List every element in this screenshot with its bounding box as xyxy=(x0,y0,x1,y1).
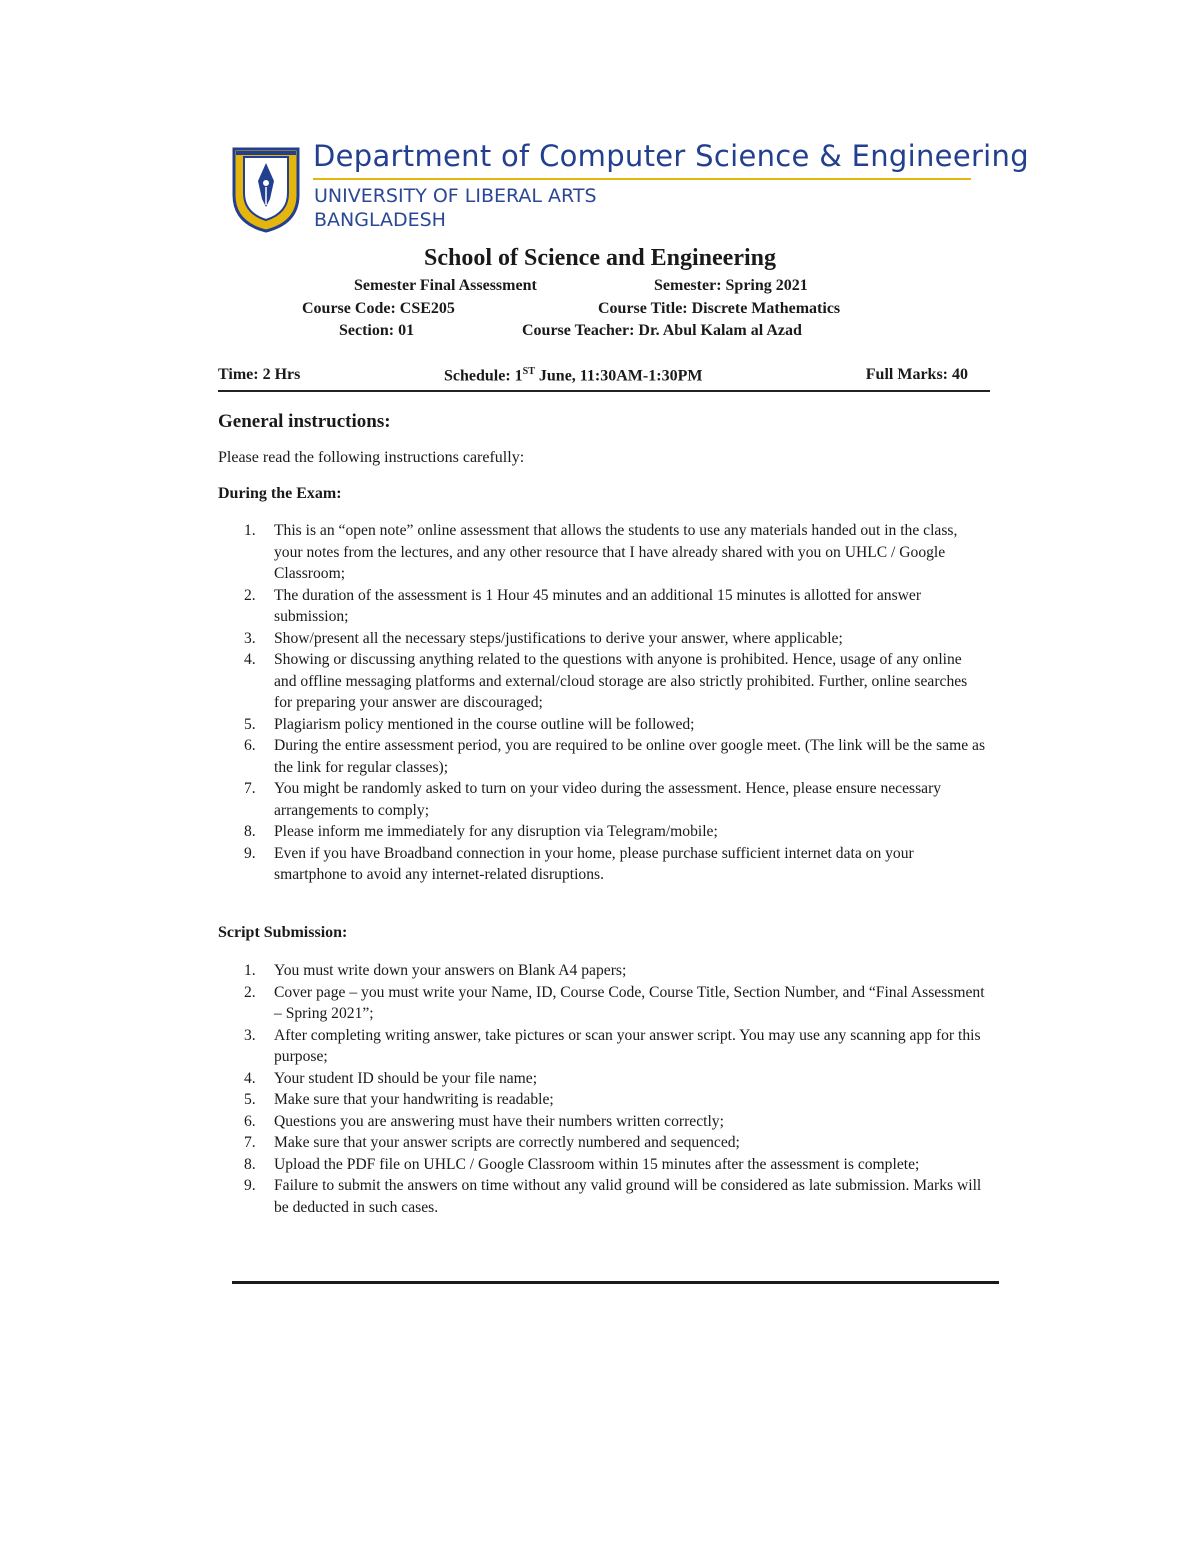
list-item xyxy=(244,649,986,714)
list-item-number: 1. xyxy=(244,522,256,539)
header-divider xyxy=(313,178,971,180)
list-item-number: 9. xyxy=(244,1177,256,1194)
list-item xyxy=(244,778,986,821)
list-item-number: 4. xyxy=(244,651,256,668)
list-item-text: Make sure that your answer scripts are correctly numbered and sequenced; xyxy=(274,1134,740,1151)
instructions-intro: Please read the following instructions carefully: xyxy=(218,449,525,466)
list-item-text: After completing writing answer, take pictures or scan your answer script. You may use any scanning app for this purpose; xyxy=(274,1026,981,1065)
list-item-number: 5. xyxy=(244,1091,256,1108)
section: Section: 01 xyxy=(339,322,415,339)
schedule-divider xyxy=(218,390,990,392)
list-item-text: Showing or discussing anything related to the questions with anyone is prohibited. Hence, usage of any online and offline messaging platforms and external/cloud storage are also strictly prohibited. Further, online searches for preparing your answer are discouraged; xyxy=(274,651,968,711)
university-name: UNIVERSITY OF LIBERAL ARTS xyxy=(314,185,597,207)
list-item xyxy=(244,735,986,778)
list-item-number: 8. xyxy=(244,1155,256,1173)
letterhead xyxy=(230,139,1029,240)
list-item-text: You must write down your answers on Blank A4 papers; xyxy=(274,962,627,979)
list-item-number: 7. xyxy=(244,780,256,797)
list-item-number: 2. xyxy=(244,586,256,604)
list-item-text: This is an “open note” online assessment that allows the students to use any materials handed out in the class, your notes from the lectures, and any other resource that I have already shared with you on UHLC / Google Classroom; xyxy=(274,522,958,582)
list-item-text: Show/present all the necessary steps/justifications to derive your answer, where applicable; xyxy=(274,629,843,647)
footer-divider xyxy=(232,1281,999,1284)
list-item xyxy=(244,1025,986,1068)
list-item-number: 9. xyxy=(244,844,256,862)
list-item-text: Questions you are answering must have their numbers written correctly; xyxy=(274,1112,724,1130)
list-item xyxy=(244,821,986,843)
university-country: BANGLADESH xyxy=(314,209,446,231)
list-item xyxy=(244,1132,986,1154)
list-item xyxy=(244,585,986,628)
list-item-text: Failure to submit the answers on time without any valid ground will be considered as late submission. Marks will be deducted in such cases. xyxy=(274,1177,982,1216)
list-item-number: 7. xyxy=(244,1134,256,1151)
course-code: Course Code: CSE205 xyxy=(302,300,455,317)
list-item-number: 2. xyxy=(244,983,256,1001)
list-item-number: 3. xyxy=(244,1026,256,1044)
list-item-text: Please inform me immediately for any disruption via Telegram/mobile; xyxy=(274,823,718,840)
list-item-number: 3. xyxy=(244,629,256,647)
semester: Semester: Spring 2021 xyxy=(654,277,808,294)
course-title: Course Title: Discrete Mathematics xyxy=(598,300,841,317)
university-logo-icon xyxy=(230,147,302,233)
list-item-text: Plagiarism policy mentioned in the course outline will be followed; xyxy=(274,715,695,733)
list-item-text: Upload the PDF file on UHLC / Google Classroom within 15 minutes after the assessment is complete; xyxy=(274,1155,920,1173)
list-item xyxy=(244,1068,986,1090)
list-item-text: Even if you have Broadband connection in your home, please purchase sufficient internet data on your smartphone to avoid any internet-related disruptions. xyxy=(274,844,914,883)
list-item-text: Make sure that your handwriting is readable; xyxy=(274,1091,554,1108)
list-item xyxy=(244,1154,986,1176)
list-item-text: Your student ID should be your file name; xyxy=(274,1069,538,1087)
during-exam-list xyxy=(244,520,986,886)
list-item xyxy=(244,843,986,886)
list-item-number: 6. xyxy=(244,1112,256,1130)
list-item-number: 8. xyxy=(244,823,256,840)
exam-schedule: Schedule: 1ST June, 11:30AM-1:30PM xyxy=(444,366,703,385)
full-marks: Full Marks: 40 xyxy=(865,366,968,383)
list-item xyxy=(244,1111,986,1133)
list-item xyxy=(244,714,986,736)
during-exam-heading: During the Exam: xyxy=(218,485,342,502)
list-item xyxy=(244,1089,986,1111)
list-item xyxy=(244,960,986,982)
list-item-text: You might be randomly asked to turn on your video during the assessment. Hence, please ensure necessary arrangements to comply; xyxy=(274,780,942,819)
general-instructions-heading: General instructions: xyxy=(218,411,391,432)
list-item-number: 5. xyxy=(244,715,256,733)
list-item-text: Cover page – you must write your Name, ID, Course Code, Course Title, Section Number, and “Final Assessment – Spring 2021”; xyxy=(274,983,985,1022)
script-submission-heading: Script Submission: xyxy=(218,924,348,941)
course-teacher: Course Teacher: Dr. Abul Kalam al Azad xyxy=(522,322,802,339)
list-item xyxy=(244,628,986,650)
department-title: Department of Computer Science & Engineering xyxy=(313,139,1029,173)
list-item xyxy=(244,982,986,1025)
list-item xyxy=(244,1175,986,1218)
list-item xyxy=(244,520,986,585)
assessment-type: Semester Final Assessment xyxy=(354,277,537,294)
list-item-number: 6. xyxy=(244,737,256,754)
exam-time: Time: 2 Hrs xyxy=(218,366,301,383)
list-item-text: During the entire assessment period, you are required to be online over google meet. (The link will be the same as the link for regular classes); xyxy=(274,737,986,776)
script-submission-list xyxy=(244,960,986,1218)
list-item-text: The duration of the assessment is 1 Hour 45 minutes and an additional 15 minutes is allotted for answer submission; xyxy=(274,586,922,625)
school-title: School of Science and Engineering xyxy=(423,245,777,271)
list-item-number: 1. xyxy=(244,962,256,979)
list-item-number: 4. xyxy=(244,1069,256,1087)
